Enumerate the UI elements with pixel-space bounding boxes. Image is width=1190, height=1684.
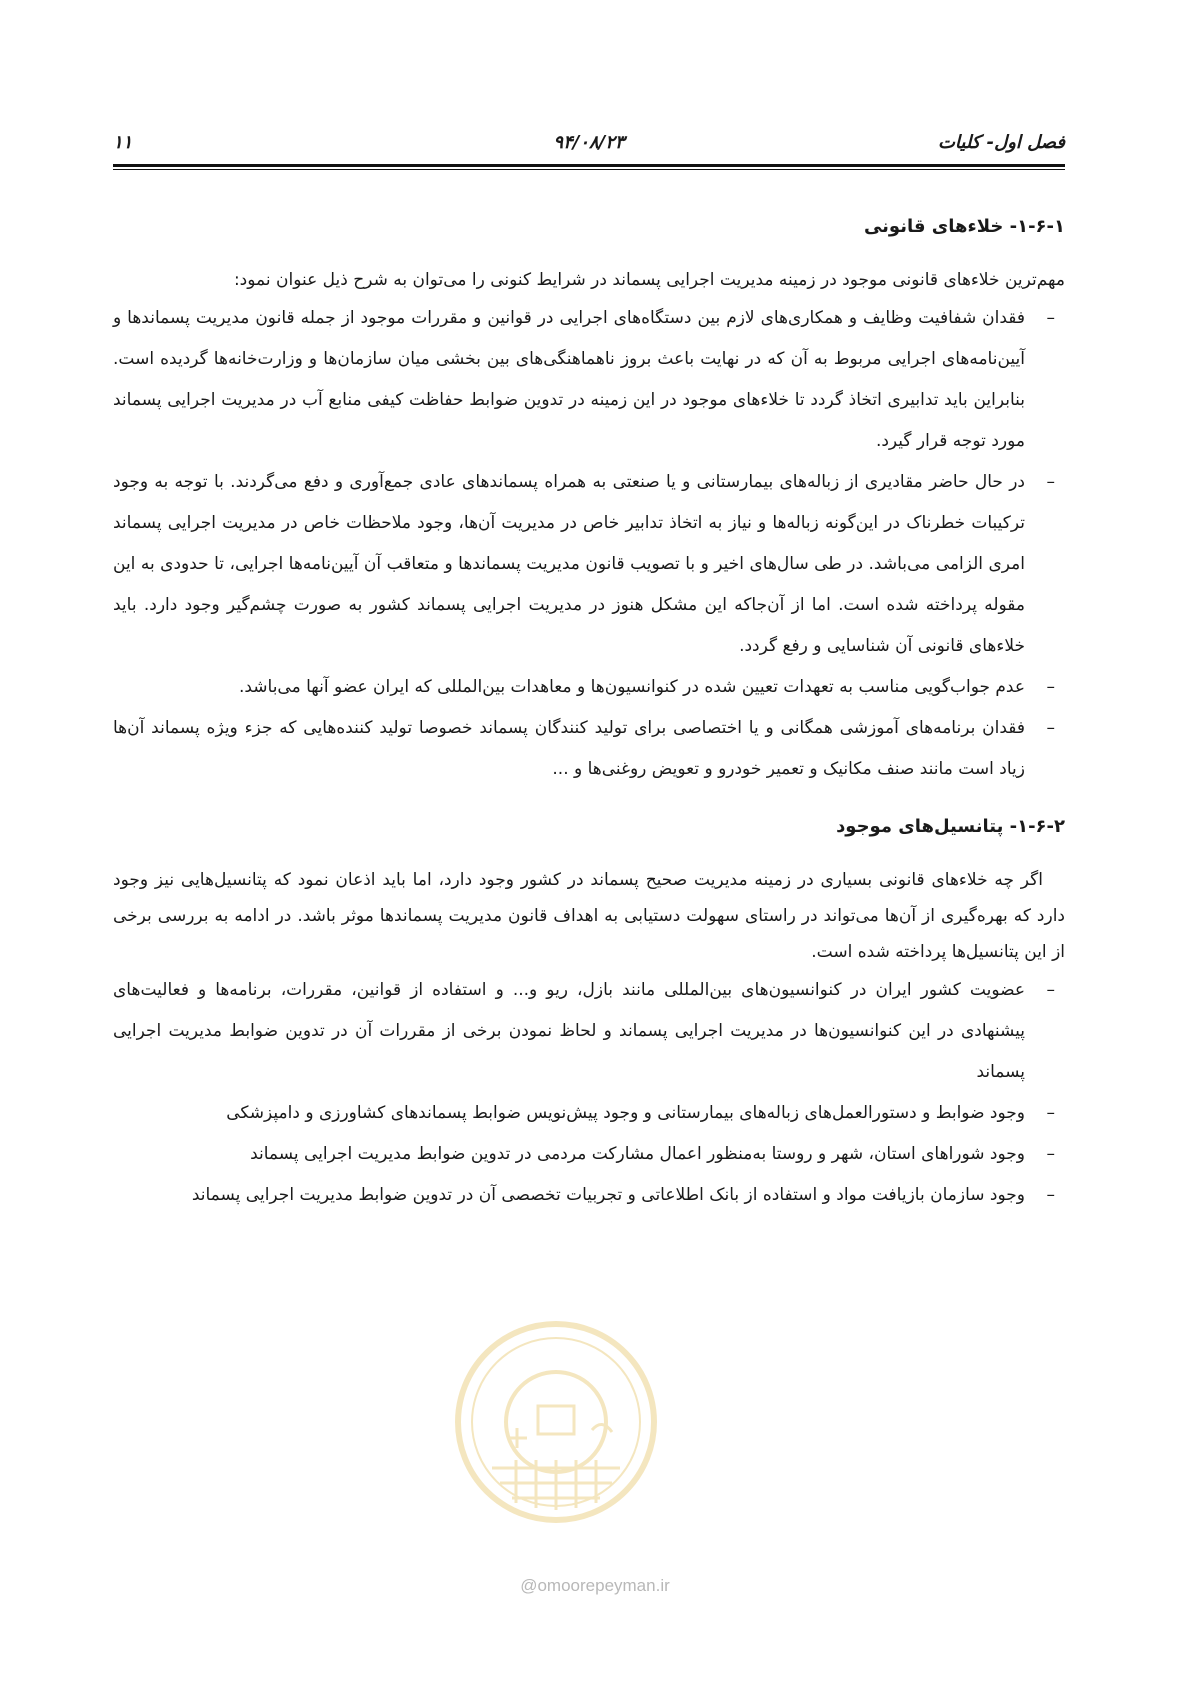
section-intro: مهم‌ترین خلاءهای قانونی موجود در زمینه مدیریت اجرایی پسماند در شرایط کنونی را می‌توان به شرح ذیل عنوان نمود: [233, 270, 1065, 290]
gap-list [113, 298, 1065, 790]
dash-marker: – [1046, 472, 1055, 492]
list-item-text: وجود ضوابط و دستورالعمل‌های زباله‌های بیمارستانی و وجود پیش‌نویس ضوابط پسماندهای کشاورزی و دامپزشکی [226, 1103, 1025, 1123]
section-legal-gaps [113, 210, 1065, 790]
list-item [113, 1134, 1065, 1175]
chapter-title: فصل اول- کلیات [937, 132, 1065, 153]
list-item [113, 1175, 1065, 1216]
dash-marker: – [1046, 677, 1055, 697]
seal-watermark-icon [452, 1318, 660, 1526]
header-rule-thin [113, 169, 1065, 170]
potential-list [113, 970, 1065, 1216]
dash-marker: – [1046, 1103, 1055, 1123]
header-rule-thick [113, 164, 1065, 167]
watermark-site: @omoorepeyman.ir [520, 1576, 670, 1595]
dash-marker: – [1046, 308, 1055, 328]
list-item-text: فقدان برنامه‌های آموزشی همگانی و یا اختصاصی برای تولید کنندگان پسماند خصوصا تولید کننده‌هایی که جزء ویژه پسماند آن‌ها زیاد است مانند صنف مکانیک و تعمیر خودرو و تعویض روغنی‌ها و ... [113, 718, 1025, 779]
list-item [113, 708, 1065, 790]
list-item-text: عضویت کشور ایران در کنوانسیون‌های بین‌المللی مانند بازل، ریو و... و استفاده از قوانین، مقررات، برنامه‌ها و فعالیت‌های پیشنهادی در این کنوانسیون‌ها در مدیریت اجرایی پسماند و لحاظ نمودن برخی از مقررات آن در تدوین ضوابط مدیریت اجرایی پسماند [113, 980, 1025, 1082]
list-item-text: فقدان شفافیت وظایف و همکاری‌های لازم بین دستگاه‌های اجرایی در قوانین و مقررات موجود از جمله قانون مدیریت پسماندها و آیین‌نامه‌های اجرایی مربوط به آن که در نهایت باعث بروز ناهماهنگی‌های بین بخشی میان سازمان‌ها و وزارت‌خانه‌ها گردیده است. بنابراین باید تدابیری اتخاذ گردد تا خلاءهای موجود در این زمینه در تدوین ضوابط حفاظت کیفی منابع آب در مدیریت اجرایی پسماند مورد توجه قرار گیرد. [113, 308, 1025, 451]
section-heading: ۱-۶-۱- خلاءهای قانونی [863, 216, 1065, 237]
section-potentials [113, 810, 1065, 1216]
dash-marker: – [1046, 980, 1055, 1000]
dash-marker: – [1046, 1144, 1055, 1164]
list-item-text: وجود سازمان بازیافت مواد و استفاده از بانک اطلاعاتی و تجربیات تخصصی آن در تدوین ضوابط مدیریت اجرایی پسماند [191, 1185, 1025, 1205]
page-number: ۱۱ [113, 132, 133, 153]
header-date: ۹۴/۰۸/۲۳ [553, 132, 625, 153]
dash-marker: – [1046, 1185, 1055, 1205]
section-intro: اگر چه خلاءهای قانونی بسیاری در زمینه مدیریت صحیح پسماند در کشور وجود دارد، اما باید اذعان نمود که پتانسیل‌هایی نیز وجود دارد که بهره‌گیری از آن‌ها می‌تواند در راستای سهولت دستیابی به اهداف قانون مدیریت پسماندها موثر باشد. در ادامه به بررسی برخی از این پتانسیل‌ها پرداخته شده است. [113, 870, 1065, 962]
section-heading: ۱-۶-۲- پتانسیل‌های موجود [836, 816, 1065, 837]
list-item [113, 667, 1065, 708]
list-item-text: در حال حاضر مقادیری از زباله‌های بیمارستانی و یا صنعتی به همراه پسماندهای عادی جمع‌آوری و دفع می‌گردند. با توجه به وجود ترکیبات خطرناک در این‌گونه زباله‌ها و نیاز به اتخاذ تدابیر خاص در مدیریت آن‌ها، وجود ملاحظات خاص در مدیریت اجرایی پسماند امری الزامی می‌باشد. در طی سال‌های اخیر و با تصویب قانون مدیریت پسماندها و متعاقب آن آیین‌نامه‌ها اجرایی، تا حدودی به این مقوله پرداخته شده است. اما از آن‌جاکه این مشکل هنوز در مدیریت اجرایی پسماند کشور به صورت چشم‌گیر وجود دارد. باید خلاءهای قانونی آن شناسایی و رفع گردد. [113, 472, 1025, 656]
list-item [113, 298, 1065, 462]
page-body [113, 210, 1065, 1216]
list-item [113, 970, 1065, 1093]
list-item [113, 1093, 1065, 1134]
dash-marker: – [1046, 718, 1055, 738]
page-header [113, 126, 1065, 166]
list-item [113, 462, 1065, 667]
list-item-text: وجود شوراهای استان، شهر و روستا به‌منظور اعمال مشارکت مردمی در تدوین ضوابط مدیریت اجرایی پسماند [250, 1144, 1025, 1164]
list-item-text: عدم جواب‌گویی مناسب به تعهدات تعیین شده در کنوانسیون‌ها و معاهدات بین‌المللی که ایران عضو آنها می‌باشد. [238, 677, 1025, 697]
